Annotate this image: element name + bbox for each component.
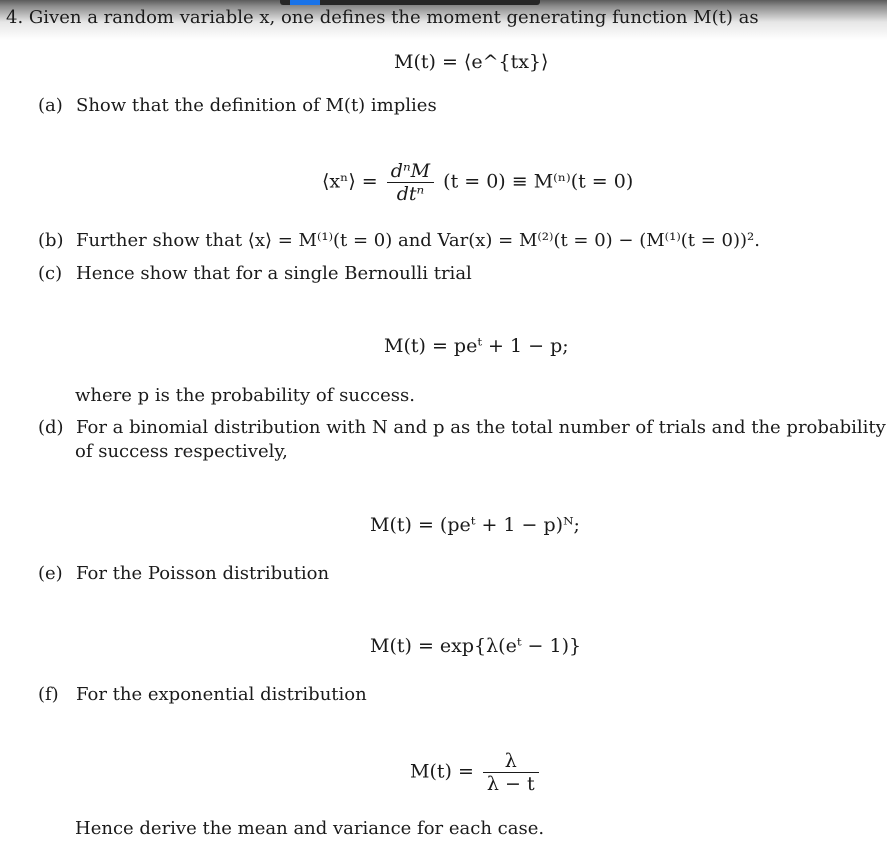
tab-indicator: [290, 0, 320, 5]
part-d-equation: M(t) = (peᵗ + 1 − p)ᴺ;: [370, 514, 580, 536]
part-b: [38, 229, 760, 253]
part-a-text: Show that the definition of M(t) implies: [76, 95, 437, 116]
part-f-fraction: [483, 750, 539, 795]
part-c-label: (c): [38, 263, 63, 284]
part-c-followup: where p is the probability of success.: [75, 385, 415, 406]
part-a-eq-rhs: (t = 0) ≡ M⁽ⁿ⁾(t = 0): [443, 170, 634, 193]
part-c-equation: M(t) = peᵗ + 1 − p;: [384, 335, 569, 357]
part-f-denominator: λ − t: [483, 772, 539, 795]
part-a-label: (a): [38, 95, 63, 116]
problem-number: 4.: [6, 7, 24, 28]
part-d-label: (d): [38, 417, 64, 438]
problem-intro-text: Given a random variable x, one defines the moment generating function M(t) as: [28, 7, 759, 28]
mgf-definition: M(t) = ⟨e^{tx}⟩: [394, 51, 549, 73]
browser-tab-strip: [280, 0, 540, 5]
part-a-eq-lhs: ⟨xⁿ⟩ =: [322, 170, 378, 193]
part-a-derivative-fraction: [387, 160, 434, 205]
part-d-text-line1: For a binomial distribution with N and p as the total number of trials and the probability: [76, 417, 886, 438]
part-a-numerator: dⁿM: [390, 160, 431, 182]
part-c-text: Hence show that for a single Bernoulli trial: [76, 263, 472, 284]
part-a-denominator: dtⁿ: [387, 182, 434, 205]
part-c: [38, 262, 472, 286]
part-f-eq-lhs: M(t) =: [410, 760, 474, 783]
part-f-label: (f): [38, 684, 59, 705]
part-f: [38, 683, 367, 707]
problem-intro: [6, 6, 759, 30]
part-b-label: (b): [38, 230, 64, 251]
part-e-equation: M(t) = exp{λ(eᵗ − 1)}: [370, 635, 582, 657]
part-b-text: Further show that ⟨x⟩ = M⁽¹⁾(t = 0) and Var(x) = M⁽²⁾(t = 0) − (M⁽¹⁾(t = 0))².: [76, 230, 760, 251]
part-e: [38, 562, 329, 586]
part-a-equation: [322, 160, 633, 205]
closing-instruction: Hence derive the mean and variance for each case.: [75, 818, 545, 839]
part-e-label: (e): [38, 563, 63, 584]
part-e-text: For the Poisson distribution: [76, 563, 330, 584]
part-a: [38, 94, 437, 118]
part-d-text-line2: of success respectively,: [75, 441, 288, 462]
part-d: [38, 416, 886, 440]
part-f-equation: [410, 750, 542, 795]
part-f-numerator: λ: [504, 750, 517, 772]
part-f-text: For the exponential distribution: [76, 684, 367, 705]
